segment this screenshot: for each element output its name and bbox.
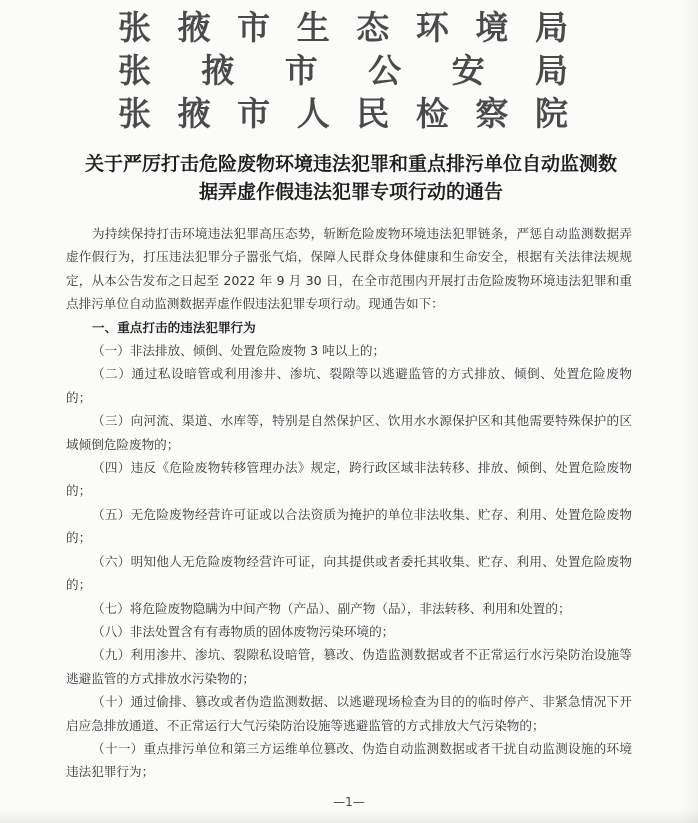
org-char: 检 xyxy=(415,94,449,133)
title-line-1: 关于严厉打击危险废物环境违法犯罪和重点排污单位自动监测数 xyxy=(84,153,617,175)
org-char: 张 xyxy=(118,8,151,47)
document-title xyxy=(40,150,662,206)
list-item: （八）非法处置含有有毒物质的固体废物污染环境的； xyxy=(92,623,395,639)
list-item: （四）违反《危险废物转移管理办法》规定，跨行政区域非法转移、排放、倾倒、处置危险废物的； xyxy=(66,460,632,499)
org-char: 市 xyxy=(237,94,271,133)
org-char: 境 xyxy=(475,8,509,47)
section-heading: 一、重点打击的违法犯罪行为 xyxy=(92,319,256,335)
org-char: 态 xyxy=(356,8,390,47)
org-char: 生 xyxy=(296,8,330,47)
title-line-2: 据弄虚作假违法犯罪专项行动的通告 xyxy=(198,181,503,203)
org-char: 公 xyxy=(368,51,402,90)
org-char: 院 xyxy=(534,94,568,133)
org-char: 察 xyxy=(475,94,509,133)
org-char: 张 xyxy=(118,51,151,90)
org-char: 安 xyxy=(451,51,485,90)
list-item: （二）通过私设暗管或利用渗井、渗坑、裂隙等以逃避监管的方式排放、倾倒、处置危险废物的； xyxy=(66,366,632,405)
org-char: 局 xyxy=(534,8,568,47)
page-number: —1— xyxy=(333,795,365,809)
list-item: （十一）重点排污单位和第三方运维单位篡改、伪造自动监测数据或者干扰自动监测设施的环境违法犯罪行为； xyxy=(66,740,632,780)
org-char: 市 xyxy=(237,8,271,47)
org-char: 掖 xyxy=(177,8,211,47)
org-line-3 xyxy=(118,92,568,135)
org-char: 张 xyxy=(118,94,151,133)
issuing-organizations xyxy=(118,6,568,135)
list-item: （一）非法排放、倾倒、处置危险废物 3 吨以上的； xyxy=(92,343,386,359)
org-char: 市 xyxy=(284,51,318,90)
org-char: 掖 xyxy=(201,51,235,90)
list-item: （三）向河流、渠道、水库等，特别是自然保护区、饮用水水源保护区和其他需要特殊保护的区域倾倒危险废物的； xyxy=(66,413,632,452)
org-char: 局 xyxy=(534,51,568,90)
org-line-2 xyxy=(118,49,568,92)
intro-paragraph: 为持续保持打击环境违法犯罪高压态势，斩断危险废物环境违法犯罪链条，严惩自动监测数据弄虚作假行为，打压违法犯罪分子嚣张气焰，保障人民群众身体健康和生命安全，根据有关法律法规规定，从本公告发布之日起至 2022 年 9 月 30 日，在全市范围内开展打击危险废物环境违法犯罪和重点排污单位自动监测数据弄虚作假违法犯罪专项行动。现通告如下： xyxy=(66,226,632,312)
list-item: （六）明知他人无危险废物经营许可证，向其提供或者委托其收集、贮存、利用、处置危险废物的； xyxy=(66,553,632,593)
org-char: 民 xyxy=(356,94,390,133)
org-char: 环 xyxy=(415,8,449,47)
document-body xyxy=(66,222,632,784)
page-bottom-shadow xyxy=(0,809,698,823)
list-item: （九）利用渗井、渗坑、裂隙私设暗管，篡改、伪造监测数据或者不正常运行水污染防治设施等逃避监管的方式排放水污染物的； xyxy=(66,647,632,686)
list-item: （五）无危险废物经营许可证或以合法资质为掩护的单位非法收集、贮存、利用、处置危险废物的； xyxy=(66,506,632,546)
org-char: 掖 xyxy=(177,94,211,133)
page-edge-shadow xyxy=(680,0,698,823)
org-line-1 xyxy=(118,6,568,49)
list-item: （七）将危险废物隐瞒为中间产物（产品）、副产物（品），非法转移、利用和处置的； xyxy=(92,600,571,616)
org-char: 人 xyxy=(296,94,330,133)
list-item: （十）通过偷排、篡改或者伪造监测数据、以逃避现场检查为目的的临时停产、非紧急情况下开启应急排放通道、不正常运行大气污染防治设施等逃避监管的方式排放大气污染物的； xyxy=(66,694,632,733)
